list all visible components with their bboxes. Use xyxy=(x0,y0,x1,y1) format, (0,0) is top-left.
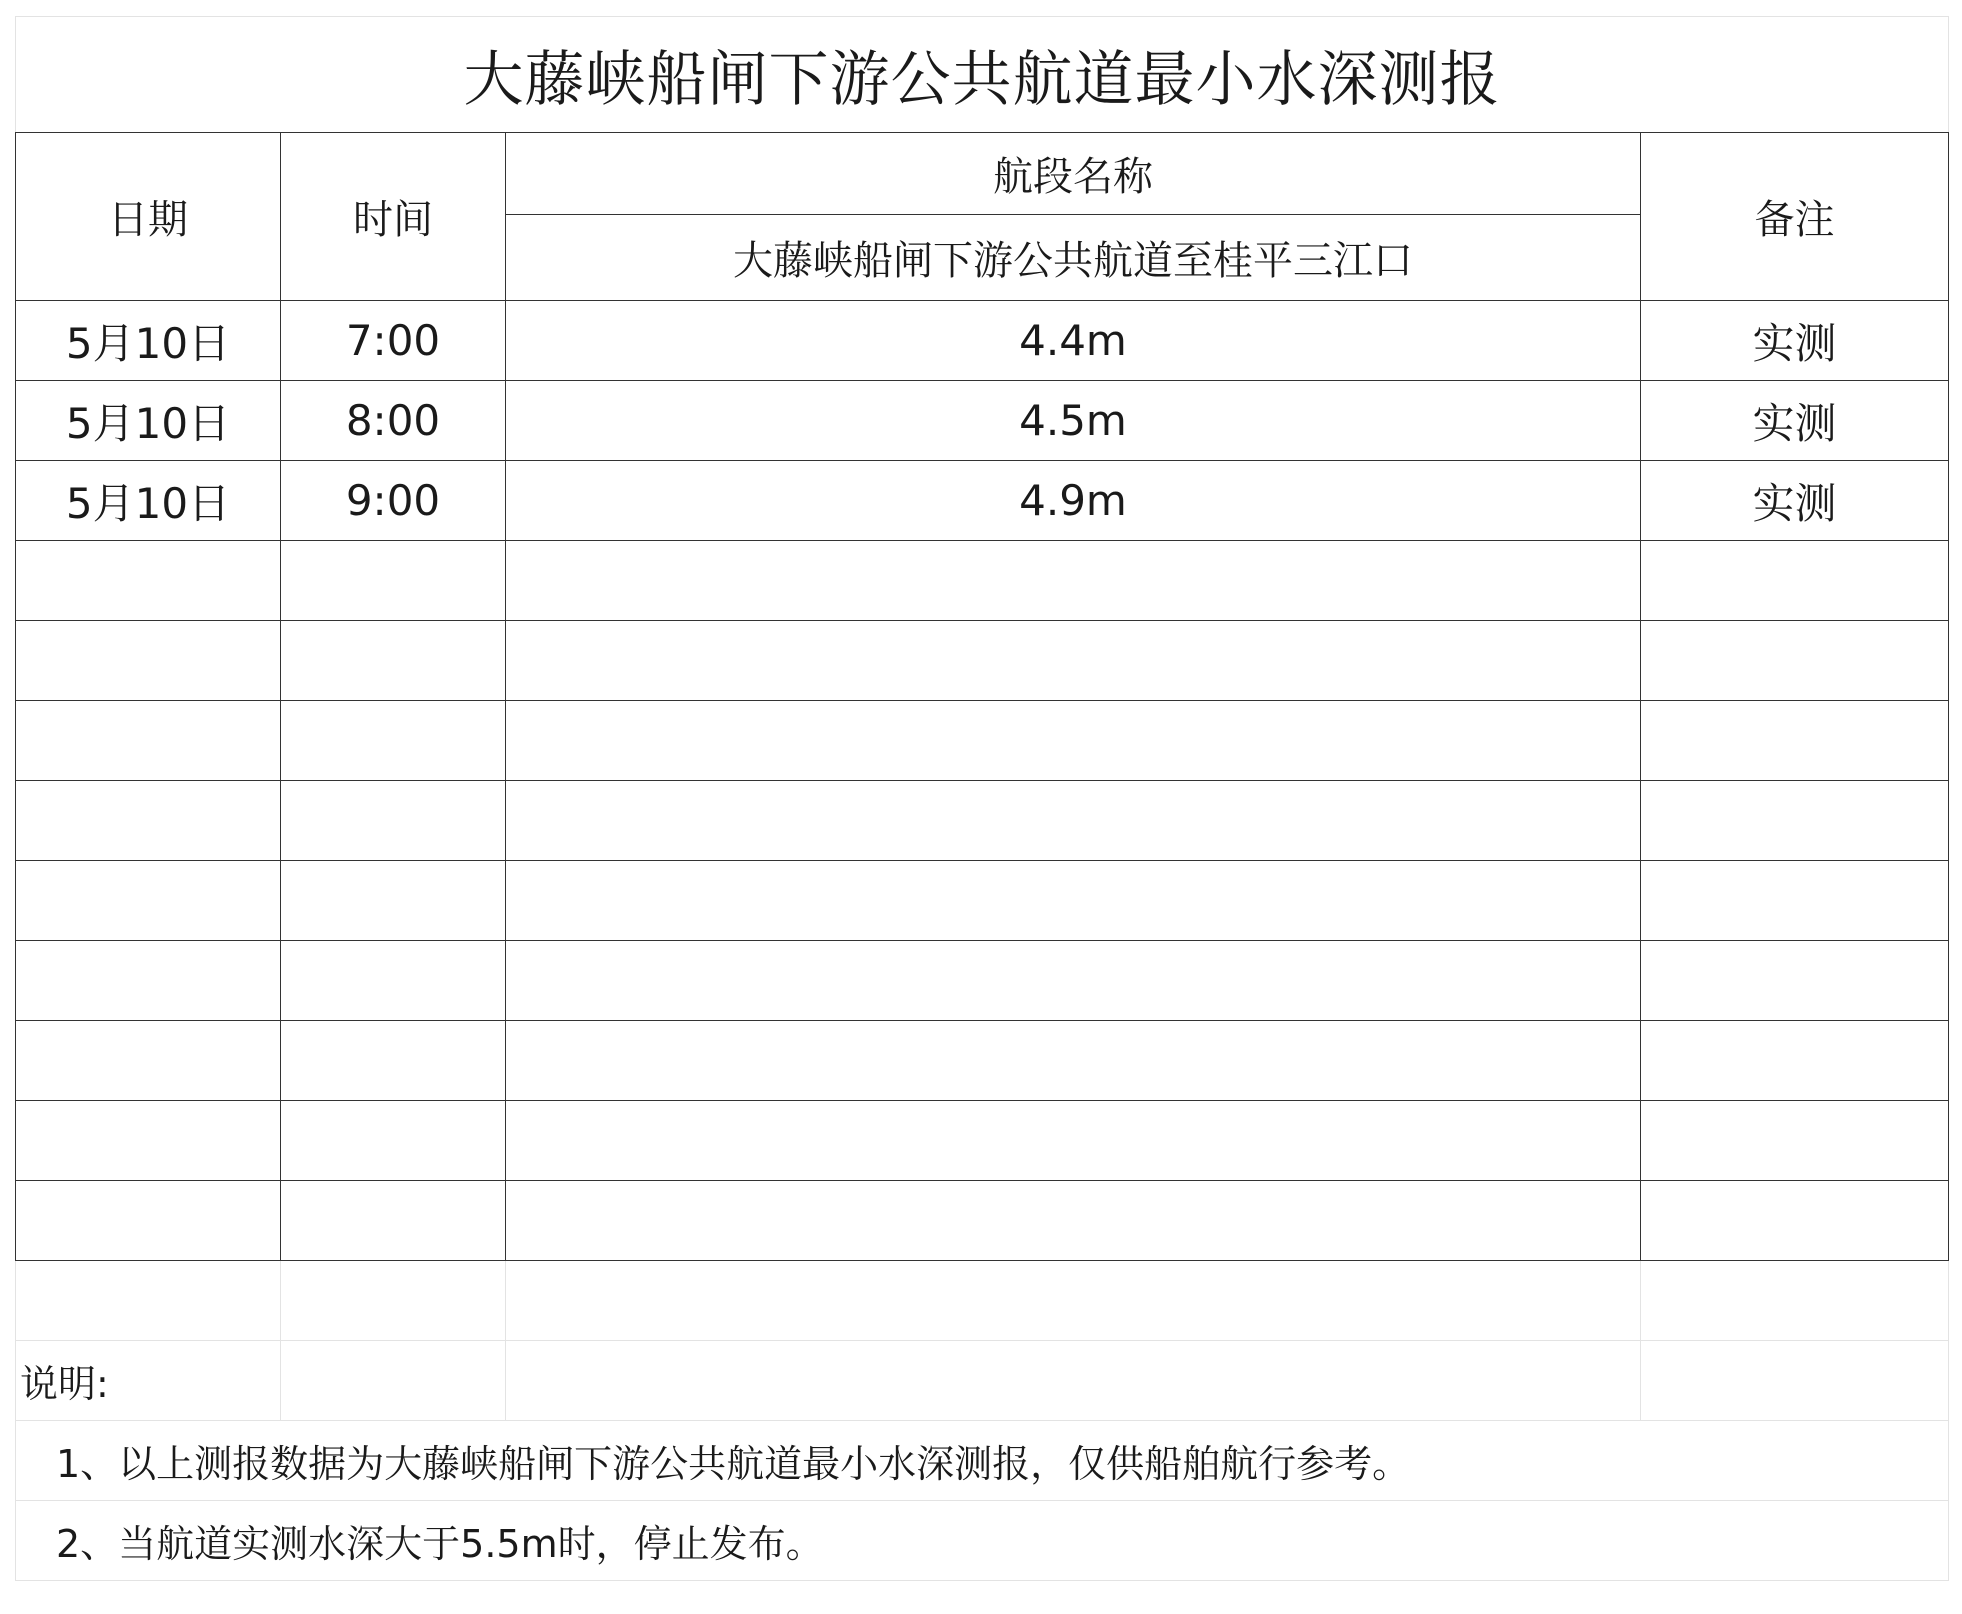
empty-row xyxy=(16,941,1949,1021)
notes-label-row xyxy=(16,1341,1949,1421)
note-line-1: 1、以上测报数据为大藤峡船闸下游公共航道最小水深测报，仅供船舶航行参考。 xyxy=(16,1421,1949,1501)
empty-row xyxy=(16,1021,1949,1101)
spacer-row xyxy=(16,1261,1949,1341)
header-segment-name: 航段名称 xyxy=(506,133,1641,215)
header-route: 大藤峡船闸下游公共航道至桂平三江口 xyxy=(506,215,1641,301)
empty-row xyxy=(16,1181,1949,1261)
notes-row xyxy=(16,1501,1949,1581)
table-row xyxy=(16,461,1949,541)
report-title: 大藤峡船闸下游公共航道最小水深测报 xyxy=(16,17,1949,133)
empty-row xyxy=(16,861,1949,941)
cell-depth: 4.9m xyxy=(506,461,1641,541)
table-row xyxy=(16,301,1949,381)
cell-remark: 实测 xyxy=(1641,301,1949,381)
note-line-2: 2、当航道实测水深大于5.5m时，停止发布。 xyxy=(16,1501,1949,1581)
water-depth-report-table xyxy=(15,16,1949,1581)
empty-row xyxy=(16,701,1949,781)
cell-time: 9:00 xyxy=(281,461,506,541)
empty-row xyxy=(16,621,1949,701)
header-remark: 备注 xyxy=(1641,133,1949,301)
cell-date: 5月10日 xyxy=(16,461,281,541)
cell-time: 7:00 xyxy=(281,301,506,381)
notes-label: 说明: xyxy=(16,1341,281,1421)
cell-remark: 实测 xyxy=(1641,461,1949,541)
cell-remark: 实测 xyxy=(1641,381,1949,461)
header-time: 时间 xyxy=(281,133,506,301)
empty-row xyxy=(16,781,1949,861)
empty-row xyxy=(16,1101,1949,1181)
notes-row xyxy=(16,1421,1949,1501)
cell-depth: 4.5m xyxy=(506,381,1641,461)
cell-time: 8:00 xyxy=(281,381,506,461)
cell-date: 5月10日 xyxy=(16,301,281,381)
table-row xyxy=(16,381,1949,461)
cell-depth: 4.4m xyxy=(506,301,1641,381)
header-date: 日期 xyxy=(16,133,281,301)
empty-row xyxy=(16,541,1949,621)
cell-date: 5月10日 xyxy=(16,381,281,461)
